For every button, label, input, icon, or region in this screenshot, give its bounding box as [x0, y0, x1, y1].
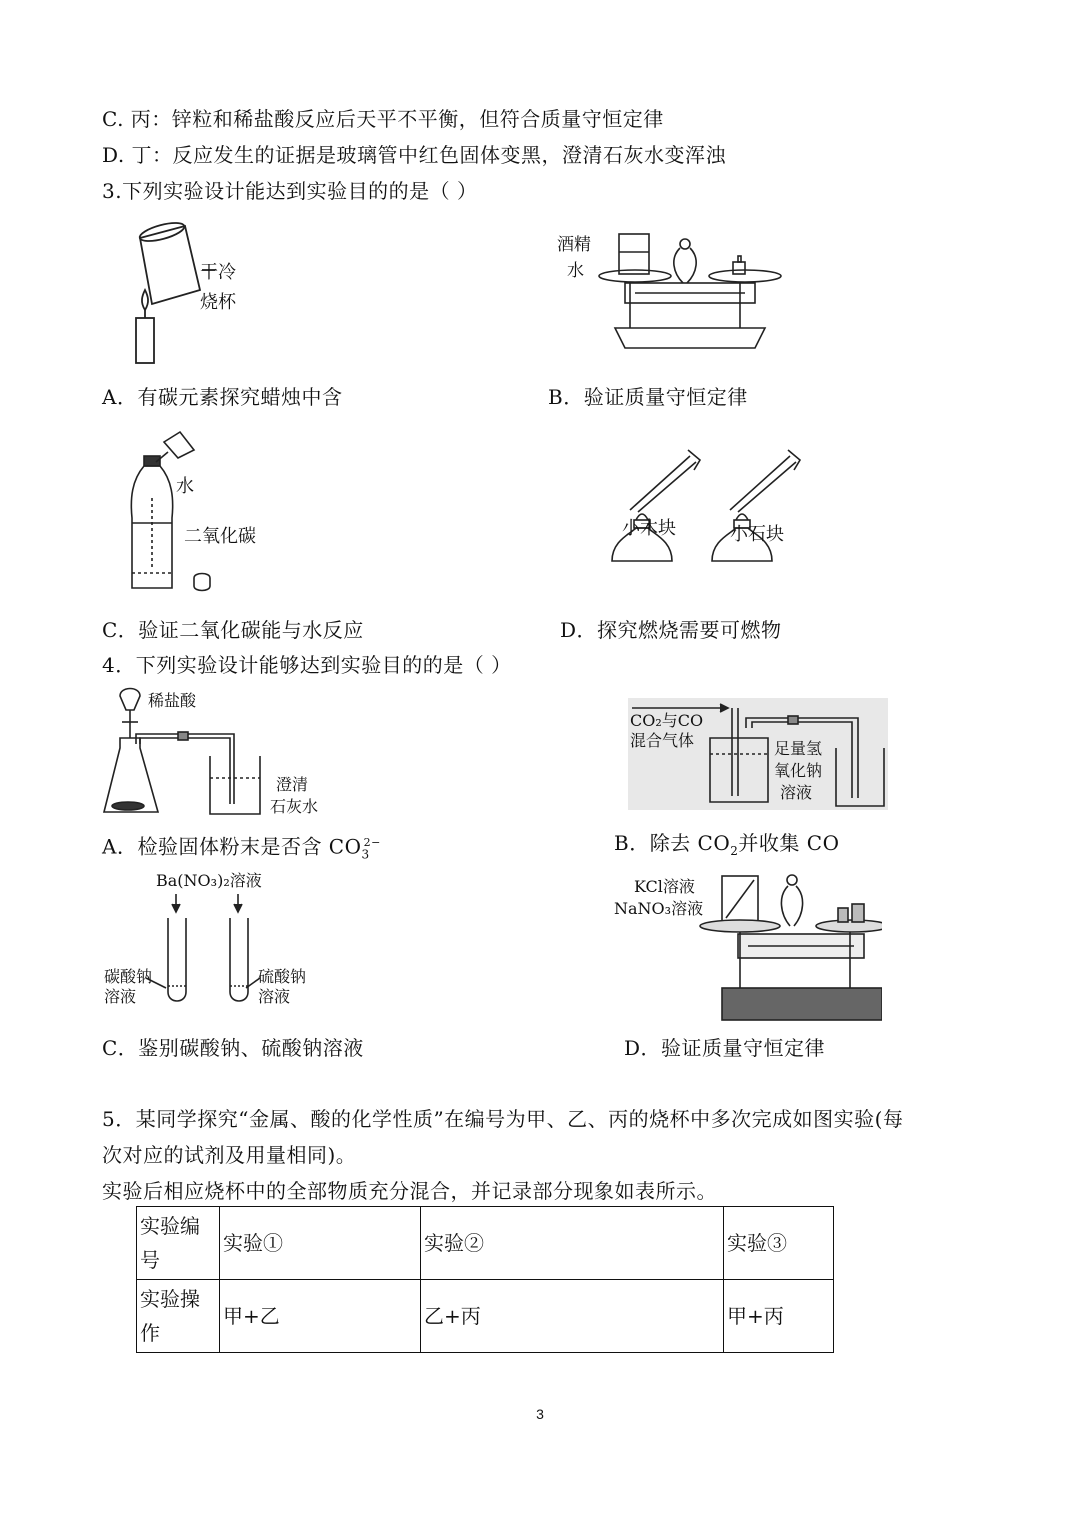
table-cell: 实验操作: [137, 1280, 220, 1353]
q4c-label-3: 溶液: [104, 987, 137, 1006]
q4d-label-2: NaNO₃溶液: [614, 899, 704, 918]
table-cell: 甲+丙: [724, 1280, 834, 1353]
q3-caption-d: D．探究燃烧需要可燃物: [560, 618, 782, 642]
q4c-label-1: Ba(NO₃)₂溶液: [156, 871, 262, 890]
q3-caption-c: C．验证二氧化碳能与水反应: [102, 618, 364, 642]
option-c-prev: C. 丙：锌粒和稀盐酸反应后天平不平衡，但符合质量守恒定律: [102, 107, 664, 131]
page-number: 3: [536, 1406, 544, 1422]
q3d-label-2: 小石块: [730, 524, 784, 545]
beaker-icon: [210, 756, 260, 814]
separatory-funnel-icon: [120, 689, 140, 711]
q3b-label-1: 酒精: [557, 235, 591, 255]
question-3-stem: 3.下列实验设计能达到实验目的的是（ ）: [102, 179, 478, 203]
q4b-caption-text: B．除去 CO: [614, 831, 731, 855]
table-cell: 实验编号: [137, 1207, 220, 1280]
q4-figure-c: [100, 868, 330, 1018]
q4a-caption-text: A．检验固体粉末是否含 CO: [102, 834, 362, 859]
q4a-caption-sup: 2−: [363, 836, 381, 849]
question-4-stem: 4．下列实验设计能够达到实验目的的是（ ）: [102, 653, 512, 677]
flame-icon: [142, 290, 148, 310]
q4c-label-2: 碳酸钠: [104, 967, 153, 986]
table-row: [137, 1280, 834, 1353]
q4a-label-3: 石灰水: [270, 797, 319, 816]
q3-figure-d: [600, 446, 830, 586]
q4b-label-3: 足量氢: [774, 739, 823, 758]
q3-figure-c: [120, 428, 280, 598]
table-row: [137, 1207, 834, 1280]
q3c-label-2: 二氧化碳: [184, 526, 256, 547]
q4a-label-1: 稀盐酸: [148, 691, 197, 710]
table-cell: 实验③: [724, 1207, 834, 1280]
q4b-label-4: 氧化钠: [774, 761, 823, 780]
q4c-label-5: 溶液: [258, 987, 291, 1006]
table-cell: 实验②: [421, 1207, 724, 1280]
q3-caption-b: B．验证质量守恒定律: [548, 385, 748, 409]
q4b-caption-post: 并收集 CO: [738, 831, 840, 855]
table-cell: 乙+丙: [421, 1280, 724, 1353]
q4-caption-a: [102, 828, 381, 870]
question-5-line-1: 5．某同学探究“金属、酸的化学性质”在编号为甲、乙、丙的烧杯中多次完成如图实验(每: [102, 1107, 904, 1131]
question-5-line-2: 次对应的试剂及用量相同)。: [102, 1143, 357, 1167]
q4b-caption-sub: 2: [730, 844, 739, 858]
q4-figure-a: [100, 686, 340, 821]
q4c-label-4: 硫酸钠: [258, 967, 307, 986]
experiment-table: [136, 1206, 834, 1353]
q3c-label-1: 水: [176, 476, 194, 497]
q4-caption-b: [614, 828, 839, 866]
bottle-icon: [131, 466, 172, 588]
q4d-label-1: KCl溶液: [634, 877, 695, 896]
q4-caption-d: D．验证质量守恒定律: [624, 1036, 826, 1060]
q4-figure-b: [628, 698, 888, 810]
q4b-label-1: CO₂与CO: [630, 711, 704, 730]
q4-caption-c: C．鉴别碳酸钠、硫酸钠溶液: [102, 1036, 364, 1060]
q3b-label-2: 水: [567, 261, 584, 281]
q4-figure-d: [612, 870, 882, 1028]
beaker-icon: [619, 234, 649, 274]
q3-caption-a: A．有碳元素探究蜡烛中含: [102, 385, 343, 409]
table-cell: 甲+乙: [220, 1280, 421, 1353]
q4b-label-2: 混合气体: [630, 731, 695, 750]
q4b-label-5: 溶液: [780, 783, 813, 802]
q4a-caption-sub: 3: [361, 847, 370, 862]
test-tube-icon-2: [230, 918, 248, 1001]
q3d-label-1: 小木块: [622, 518, 676, 539]
q3a-label-2: 烧杯: [200, 292, 236, 313]
q4a-label-2: 澄清: [276, 775, 309, 794]
q3a-label-1: 干冷: [200, 262, 236, 283]
table-cell: 实验①: [220, 1207, 421, 1280]
q3-figure-a: [110, 218, 270, 368]
conical-flask-icon: [104, 738, 158, 812]
q3-figure-b: [555, 228, 785, 358]
question-5-line-3: 实验后相应烧杯中的全部物质充分混合，并记录部分现象如表所示。: [102, 1179, 717, 1203]
option-d-prev: D. 丁：反应发生的证据是玻璃管中红色固体变黑，澄清石灰水变浑浊: [102, 143, 727, 167]
test-tube-icon: [168, 918, 186, 1001]
